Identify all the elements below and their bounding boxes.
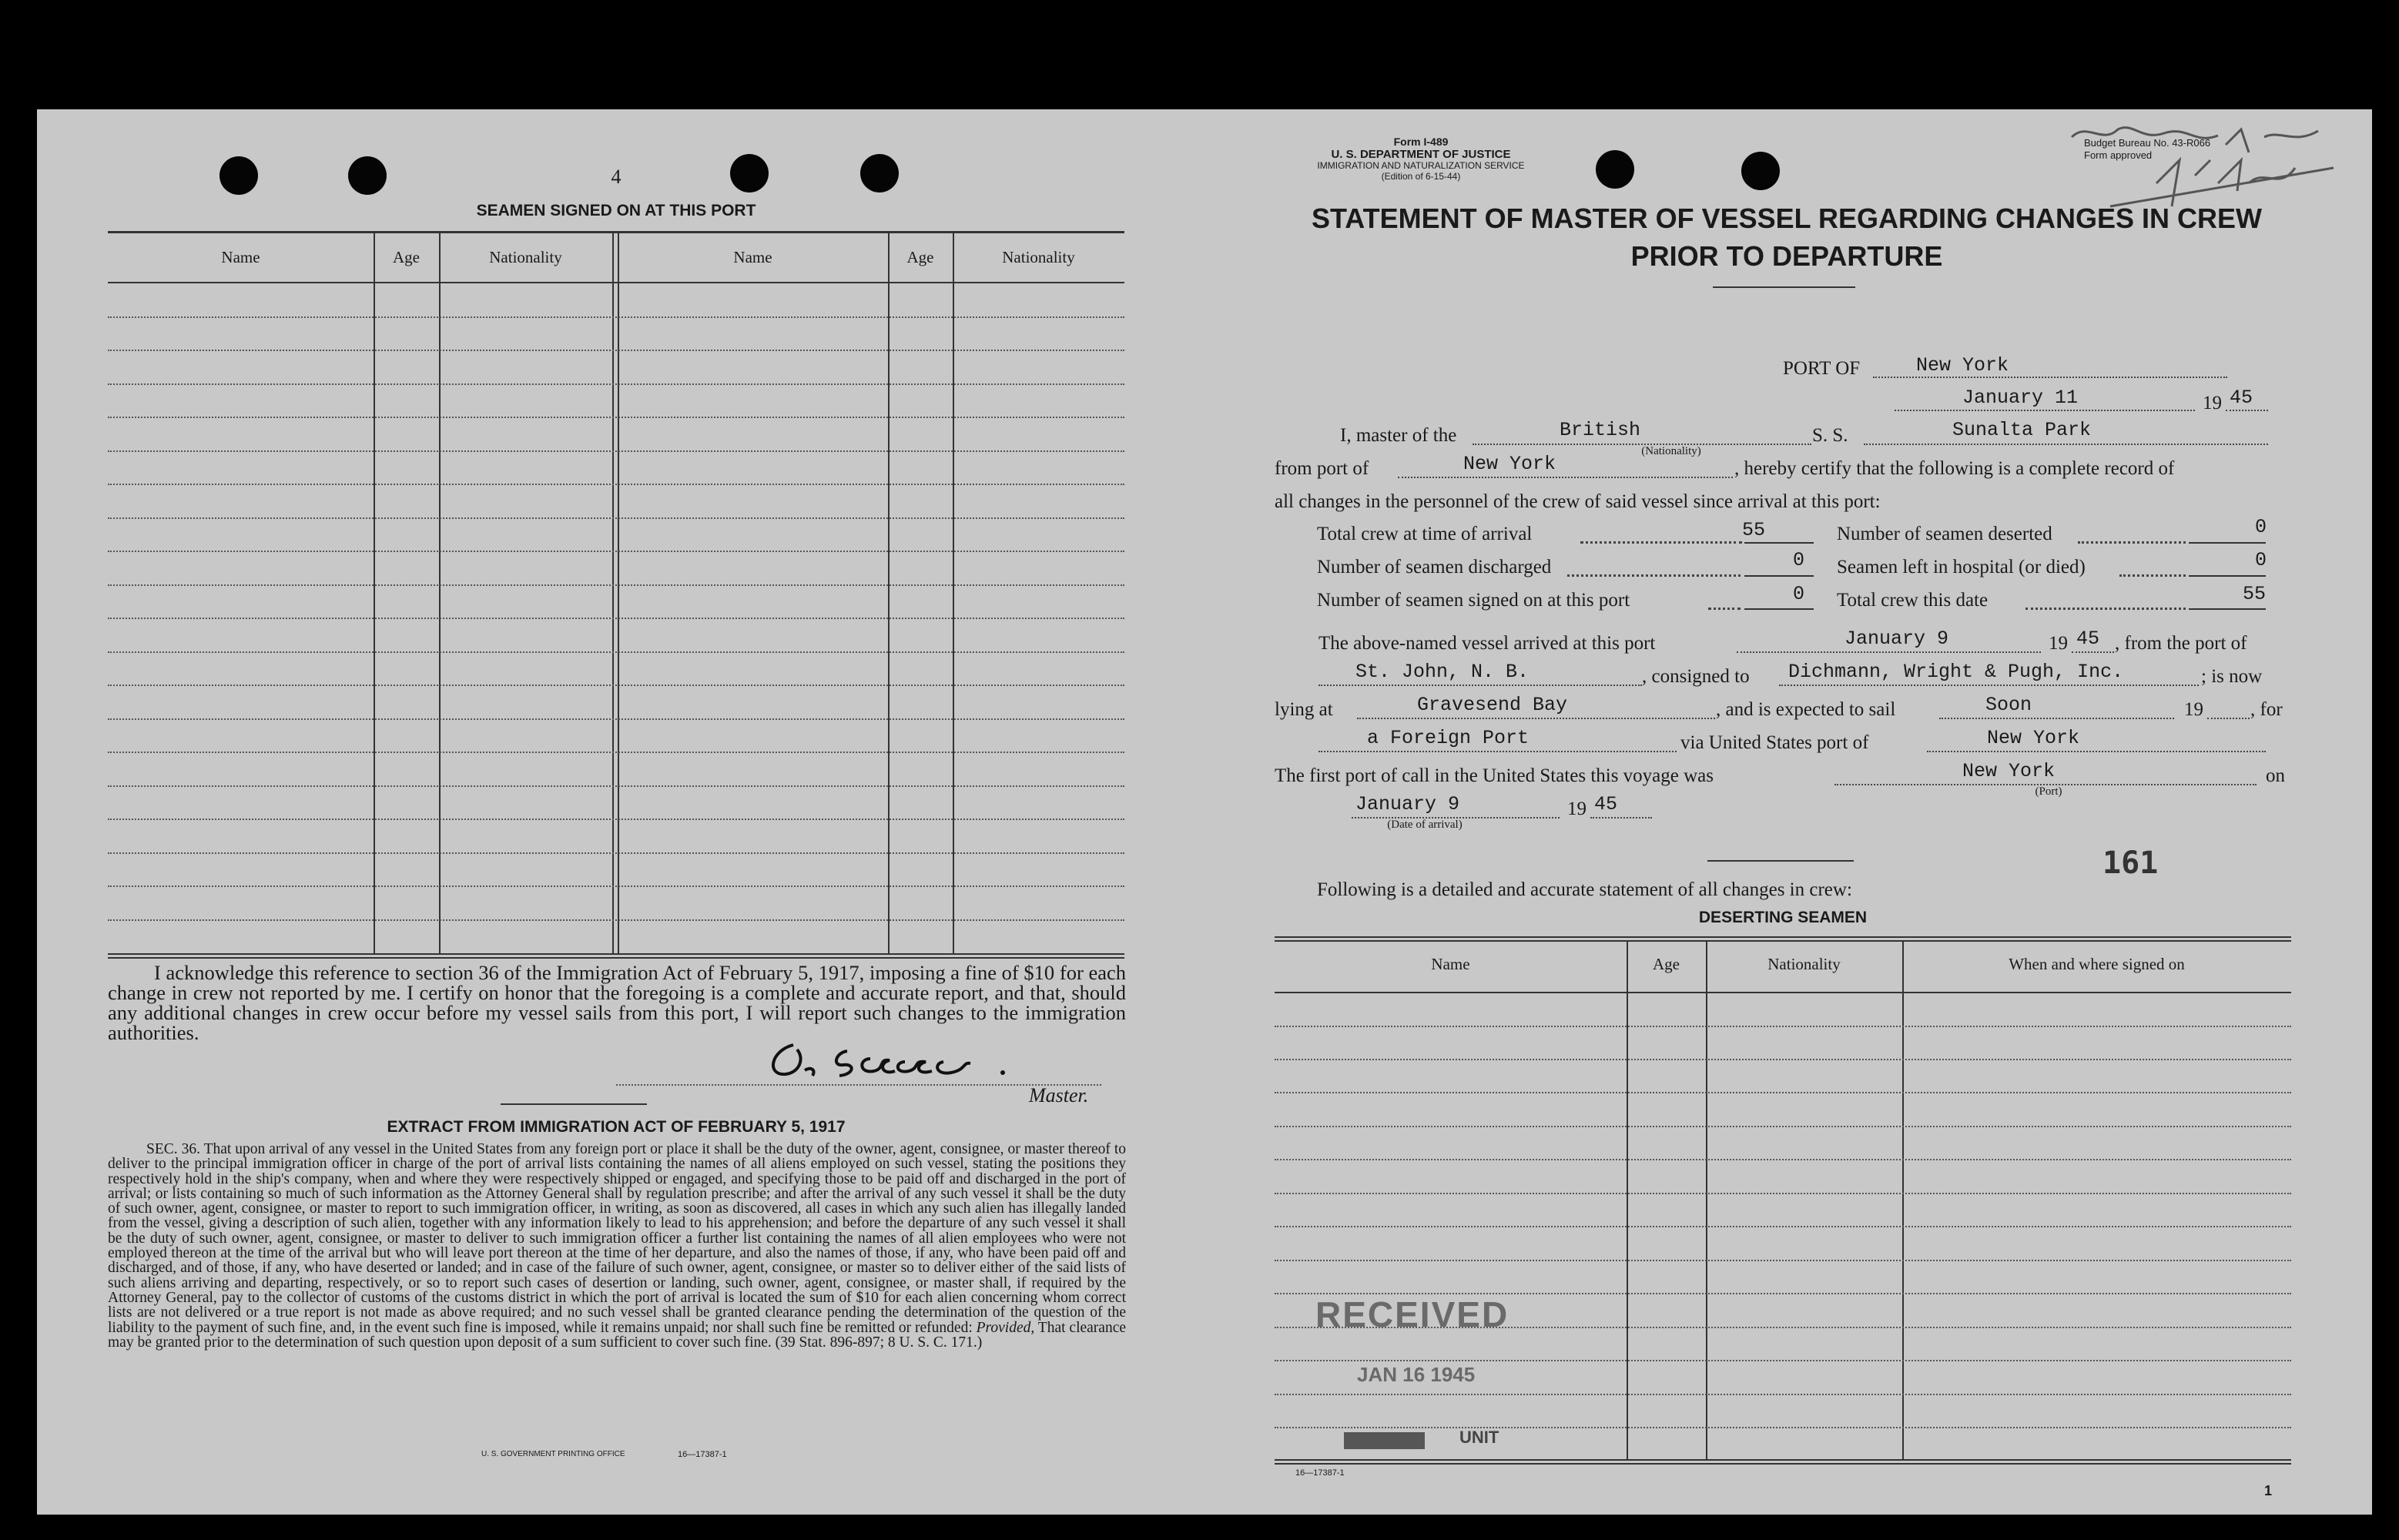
deserting-column-divider bbox=[1627, 942, 1628, 1459]
page-mark: 1 bbox=[2264, 1483, 2273, 1498]
column-header-name: Name bbox=[733, 248, 772, 266]
arrived-date-line bbox=[1737, 651, 2041, 653]
consignee-line bbox=[1779, 685, 2199, 686]
table-top-rule bbox=[108, 231, 1124, 233]
lying-at-line bbox=[1357, 718, 1715, 719]
form-edition: (Edition of 6-15-44) bbox=[1381, 171, 1461, 182]
table-row bbox=[108, 383, 1124, 385]
punch-hole bbox=[1596, 150, 1634, 189]
punch-hole bbox=[730, 154, 769, 192]
consignee: Dichmann, Wright & Pugh, Inc. bbox=[1788, 661, 2124, 683]
date-arrival-caption: (Date of arrival) bbox=[1387, 819, 1463, 831]
first-port-date: January 9 bbox=[1355, 793, 1460, 815]
punch-hole bbox=[348, 156, 387, 195]
column-header-age: Age bbox=[393, 248, 420, 266]
table-row bbox=[108, 718, 1124, 720]
table-row bbox=[1275, 1360, 2291, 1361]
page-number: 4 bbox=[611, 166, 622, 188]
nationality-caption: (Nationality) bbox=[1641, 445, 1701, 457]
deserting-table-top bbox=[1275, 936, 2291, 938]
port-of-label: PORT OF bbox=[1783, 358, 1861, 379]
column-header-nationality: Nationality bbox=[489, 248, 562, 266]
count-underline bbox=[1744, 575, 1814, 577]
deserting-header-rule bbox=[1275, 992, 2291, 993]
date-month-day: January 11 bbox=[1962, 387, 2079, 409]
count-underline bbox=[2189, 542, 2266, 544]
all-changes-text: all changes in the personnel of the crew of said vessel since arrival at this port: bbox=[1275, 491, 1881, 512]
department-name: U. S. DEPARTMENT OF JUSTICE bbox=[1331, 148, 1511, 161]
first-port-year-prefix: 19 bbox=[1567, 798, 1586, 819]
total-crew-arrival-value: 55 bbox=[1742, 519, 1766, 541]
arrived-date: January 9 bbox=[1844, 628, 1949, 650]
table-row bbox=[108, 852, 1124, 854]
table-row bbox=[108, 886, 1124, 887]
table-row bbox=[108, 417, 1124, 418]
leader-dots bbox=[2025, 608, 2186, 610]
total-crew-date-label: Total crew this date bbox=[1837, 590, 1989, 611]
origin-port-line bbox=[1318, 685, 1642, 686]
origin-port: St. John, N. B. bbox=[1355, 661, 1530, 683]
table-column-divider bbox=[439, 233, 441, 953]
deserting-table-bottom bbox=[1275, 1463, 2291, 1465]
table-row bbox=[1275, 1092, 2291, 1093]
nationality-value: British bbox=[1560, 419, 1641, 441]
form-number: Form I-489 bbox=[1393, 136, 1449, 148]
via-port-line bbox=[1927, 751, 2266, 752]
table-row bbox=[108, 551, 1124, 552]
table-bottom-rule bbox=[108, 953, 1124, 955]
budget-bureau: Budget Bureau No. 43-R066 bbox=[2084, 137, 2211, 149]
destination-line bbox=[1318, 751, 1677, 752]
table-row bbox=[108, 618, 1124, 619]
extract-tail: That clearance may be granted prior to the determination of such question upon deposit of a sum sufficient to cover such fine. (39 Stat. 896-897; 8 U. S. C. 171.) bbox=[108, 1319, 1127, 1351]
on-label: on bbox=[2266, 765, 2285, 786]
for-label: , for bbox=[2250, 699, 2283, 720]
deserting-header-signed-on: When and where signed on bbox=[2009, 955, 2185, 973]
count-underline bbox=[2189, 575, 2266, 577]
deserting-header-age: Age bbox=[1653, 955, 1680, 973]
service-name: IMMIGRATION AND NATURALIZATION SERVICE bbox=[1317, 160, 1525, 171]
statement-title: STATEMENT OF MASTER OF VESSEL REGARDING CHANGES IN CREW bbox=[1311, 203, 2263, 234]
extract-title: EXTRACT FROM IMMIGRATION ACT OF FEBRUARY 5, 1917 bbox=[387, 1118, 846, 1136]
vessel-name-line bbox=[1864, 444, 2268, 445]
hospital-value: 0 bbox=[2255, 549, 2267, 571]
consigned-label: , consigned to bbox=[1642, 666, 1750, 687]
table-row bbox=[108, 450, 1124, 452]
arrived-year-prefix: 19 bbox=[2049, 633, 2068, 654]
deserting-column-divider bbox=[1706, 942, 1707, 1459]
received-stamp-date: JAN 16 1945 bbox=[1357, 1363, 1476, 1386]
leader-dots bbox=[1708, 608, 1741, 610]
date-line bbox=[1895, 410, 2195, 411]
table-row bbox=[1275, 1193, 2291, 1194]
via-port: New York bbox=[1987, 727, 2080, 749]
destination: a Foreign Port bbox=[1367, 727, 1530, 749]
deserting-header-name: Name bbox=[1431, 955, 1470, 973]
ss-label: S. S. bbox=[1812, 425, 1848, 446]
statement-subtitle: PRIOR TO DEPARTURE bbox=[1630, 240, 1943, 272]
deserting-seamen-title: DESERTING SEAMEN bbox=[1698, 909, 1868, 926]
table-row bbox=[108, 752, 1124, 753]
from-port-line bbox=[1398, 477, 1733, 478]
date-year-prefix: 19 bbox=[2203, 393, 2222, 413]
right-print-code: 16—17387-1 bbox=[1295, 1468, 1345, 1478]
title-rule bbox=[1713, 286, 1855, 288]
table-row bbox=[108, 651, 1124, 653]
lying-at-label: lying at bbox=[1275, 699, 1333, 720]
column-header-age: Age bbox=[906, 248, 934, 266]
table-row bbox=[1275, 1260, 2291, 1261]
sail-date: Soon bbox=[1985, 694, 2032, 716]
discharged-value: 0 bbox=[1793, 549, 1805, 571]
is-now-label: ; is now bbox=[2201, 666, 2263, 687]
handwritten-number: 161 bbox=[2102, 845, 2159, 881]
leader-dots bbox=[1580, 541, 1742, 544]
form-approved: Form approved bbox=[2084, 149, 2153, 161]
table-header-rule bbox=[108, 282, 1124, 283]
port-of-value: New York bbox=[1916, 354, 2009, 377]
table-row bbox=[108, 517, 1124, 519]
table-column-divider bbox=[612, 233, 614, 953]
total-crew-arrival-label: Total crew at time of arrival bbox=[1317, 524, 1533, 544]
from-the-port-label: , from the port of bbox=[2115, 633, 2247, 654]
table-row bbox=[1275, 1059, 2291, 1060]
sail-date-line bbox=[1939, 718, 2174, 719]
deserting-table-top bbox=[1275, 940, 2291, 942]
acknowledgment-text: I acknowledge this reference to section 36 of the Immigration Act of February 5, 1917, imposing a fine of $10 for each change in crew not reported by me. I certify on honor that the foregoing is a complete and accurate report, and that, should any additional changes in crew occur before my vessel sails from this port, I will report such changes to the immigration authorities. bbox=[108, 961, 1126, 1044]
leader-dots bbox=[1567, 574, 1741, 577]
punch-hole bbox=[1741, 152, 1780, 190]
extract-provided: Provided, bbox=[976, 1319, 1035, 1336]
table-row bbox=[108, 584, 1124, 586]
table-row bbox=[1275, 1427, 2291, 1428]
print-code: 16—17387-1 bbox=[678, 1450, 727, 1459]
first-port-year: 45 bbox=[1594, 793, 1618, 815]
count-underline bbox=[1744, 542, 1814, 544]
table-row bbox=[108, 316, 1124, 318]
vessel-name: Sunalta Park bbox=[1952, 419, 2092, 441]
via-label: via United States port of bbox=[1680, 732, 1869, 753]
discharged-label: Number of seamen discharged bbox=[1317, 557, 1552, 578]
from-port-label: from port of bbox=[1275, 458, 1369, 479]
received-stamp: RECEIVED bbox=[1315, 1294, 1509, 1334]
table-row bbox=[108, 919, 1124, 921]
table-bottom-rule bbox=[108, 957, 1124, 959]
date-year-line bbox=[2226, 410, 2268, 411]
sail-year-prefix: 19 bbox=[2184, 699, 2203, 720]
deserted-value: 0 bbox=[2255, 516, 2267, 538]
date-year: 45 bbox=[2230, 387, 2253, 409]
table-column-divider bbox=[888, 233, 890, 953]
extract-body: SEC. 36. That upon arrival of any vessel in the United States from any foreign port or place it shall be the duty of the owner, agent, consignee, or master thereof to deliver to the principal immigration officer in charge of the port of arrival lists containing the names of all aliens employed on such vessel, stating the positions they respectively hold in the ship's company, when and where they were respectively shipped or engaged, and specifying those to be paid off and discharged in the port of arrival; or lists containing so much of such information as the Attorney General shall by regulation prescribe; and after the arrival of any such vessel it shall be the duty of such owner, agent, consignee, or master to report to such immigration officer, in writing, as soon as discovered, all cases in which any such alien has illegally landed from the vessel, giving a description of such alien, together with any information likely to lead to his apprehension; and before the departure of any such vessel it shall be the duty of such owner, agent, consignee, or master to deliver to such immigration officer a further list containing the names of all alien employees who were not employed thereon at the time of the arrival but who will leave port thereon at the time of her departure, and also the names of those, if any, who have been paid off and discharged, and of those, if any, who have deserted or landed; and in case of the failure of such owner, agent, consignee, or master so to deliver either of the said lists of such aliens arriving and departing, respectively, or so to report such cases of desertion or landing, such owner, agent, consignee, or master shall, if required by the Attorney General, pay to the collector of customs of the customs district in which the port of arrival is located the sum of $10 for each alien concerning whom correct lists are not delivered or a true report is not made as above required; and no such vessel shall be granted clearance pending the determination of the question of the liability to the payment of such fine, and, in the event such fine is imposed, while it remains unpaid; nor shall such fine be remitted or refunded: bbox=[108, 1141, 1126, 1336]
deserted-label: Number of seamen deserted bbox=[1837, 524, 2052, 544]
master-of-label: I, master of the bbox=[1340, 425, 1457, 446]
punch-hole bbox=[860, 154, 899, 192]
signed-on-value: 0 bbox=[1793, 583, 1805, 605]
first-port-label: The first port of call in the United States this voyage was bbox=[1275, 765, 1714, 786]
certify-text: , hereby certify that the following is a complete record of bbox=[1734, 458, 2175, 479]
table-row bbox=[108, 350, 1124, 351]
lying-at-value: Gravesend Bay bbox=[1417, 694, 1568, 716]
arrived-label: The above-named vessel arrived at this port bbox=[1318, 633, 1656, 654]
total-crew-date-value: 55 bbox=[2243, 583, 2267, 605]
table-row bbox=[1275, 1394, 2291, 1395]
from-port-value: New York bbox=[1463, 453, 1556, 475]
hospital-label: Seamen left in hospital (or died) bbox=[1837, 557, 2086, 578]
arrived-year: 45 bbox=[2076, 628, 2100, 650]
first-port-year-line bbox=[1590, 817, 1652, 819]
punch-hole bbox=[219, 156, 258, 195]
count-underline bbox=[1744, 608, 1814, 610]
count-underline bbox=[2189, 608, 2266, 610]
table-row bbox=[1275, 1226, 2291, 1227]
received-stamp-unit: UNIT bbox=[1459, 1428, 1499, 1447]
table-column-divider bbox=[953, 233, 954, 953]
table-column-divider bbox=[618, 233, 619, 953]
section-rule bbox=[501, 1103, 647, 1105]
master-signature bbox=[762, 1036, 1109, 1082]
arrived-year-line bbox=[2072, 651, 2114, 653]
table-row bbox=[1275, 1026, 2291, 1027]
port-caption: (Port) bbox=[2035, 785, 2062, 798]
section-rule bbox=[1707, 860, 1854, 862]
stamp-smudge bbox=[1344, 1432, 1425, 1449]
signed-on-label: Number of seamen signed on at this port bbox=[1317, 590, 1630, 611]
table-row bbox=[1275, 1159, 2291, 1160]
table-row bbox=[108, 685, 1124, 686]
deserting-header-nationality: Nationality bbox=[1767, 955, 1841, 973]
expected-label: , and is expected to sail bbox=[1716, 699, 1896, 720]
signature-label: Master. bbox=[1029, 1084, 1089, 1106]
table-row bbox=[1275, 1126, 2291, 1127]
table-row bbox=[108, 785, 1124, 787]
leader-dots bbox=[2078, 541, 2186, 544]
first-port: New York bbox=[1962, 760, 2056, 782]
port-of-line bbox=[1873, 377, 2227, 378]
following-text: Following is a detailed and accurate statement of all changes in crew: bbox=[1317, 879, 1852, 900]
column-header-name: Name bbox=[221, 248, 260, 266]
seamen-signed-title: SEAMEN SIGNED ON AT THIS PORT bbox=[476, 202, 756, 219]
table-column-divider bbox=[374, 233, 375, 953]
table-row bbox=[108, 819, 1124, 820]
printing-office: U. S. GOVERNMENT PRINTING OFFICE bbox=[481, 1450, 625, 1458]
leader-dots bbox=[2119, 574, 2186, 577]
deserting-table-bottom bbox=[1275, 1459, 2291, 1461]
extract-text bbox=[108, 1142, 1126, 1350]
column-header-nationality: Nationality bbox=[1002, 248, 1075, 266]
deserting-column-divider bbox=[1902, 942, 1904, 1459]
sail-year-line bbox=[2207, 718, 2250, 719]
table-row bbox=[108, 484, 1124, 485]
